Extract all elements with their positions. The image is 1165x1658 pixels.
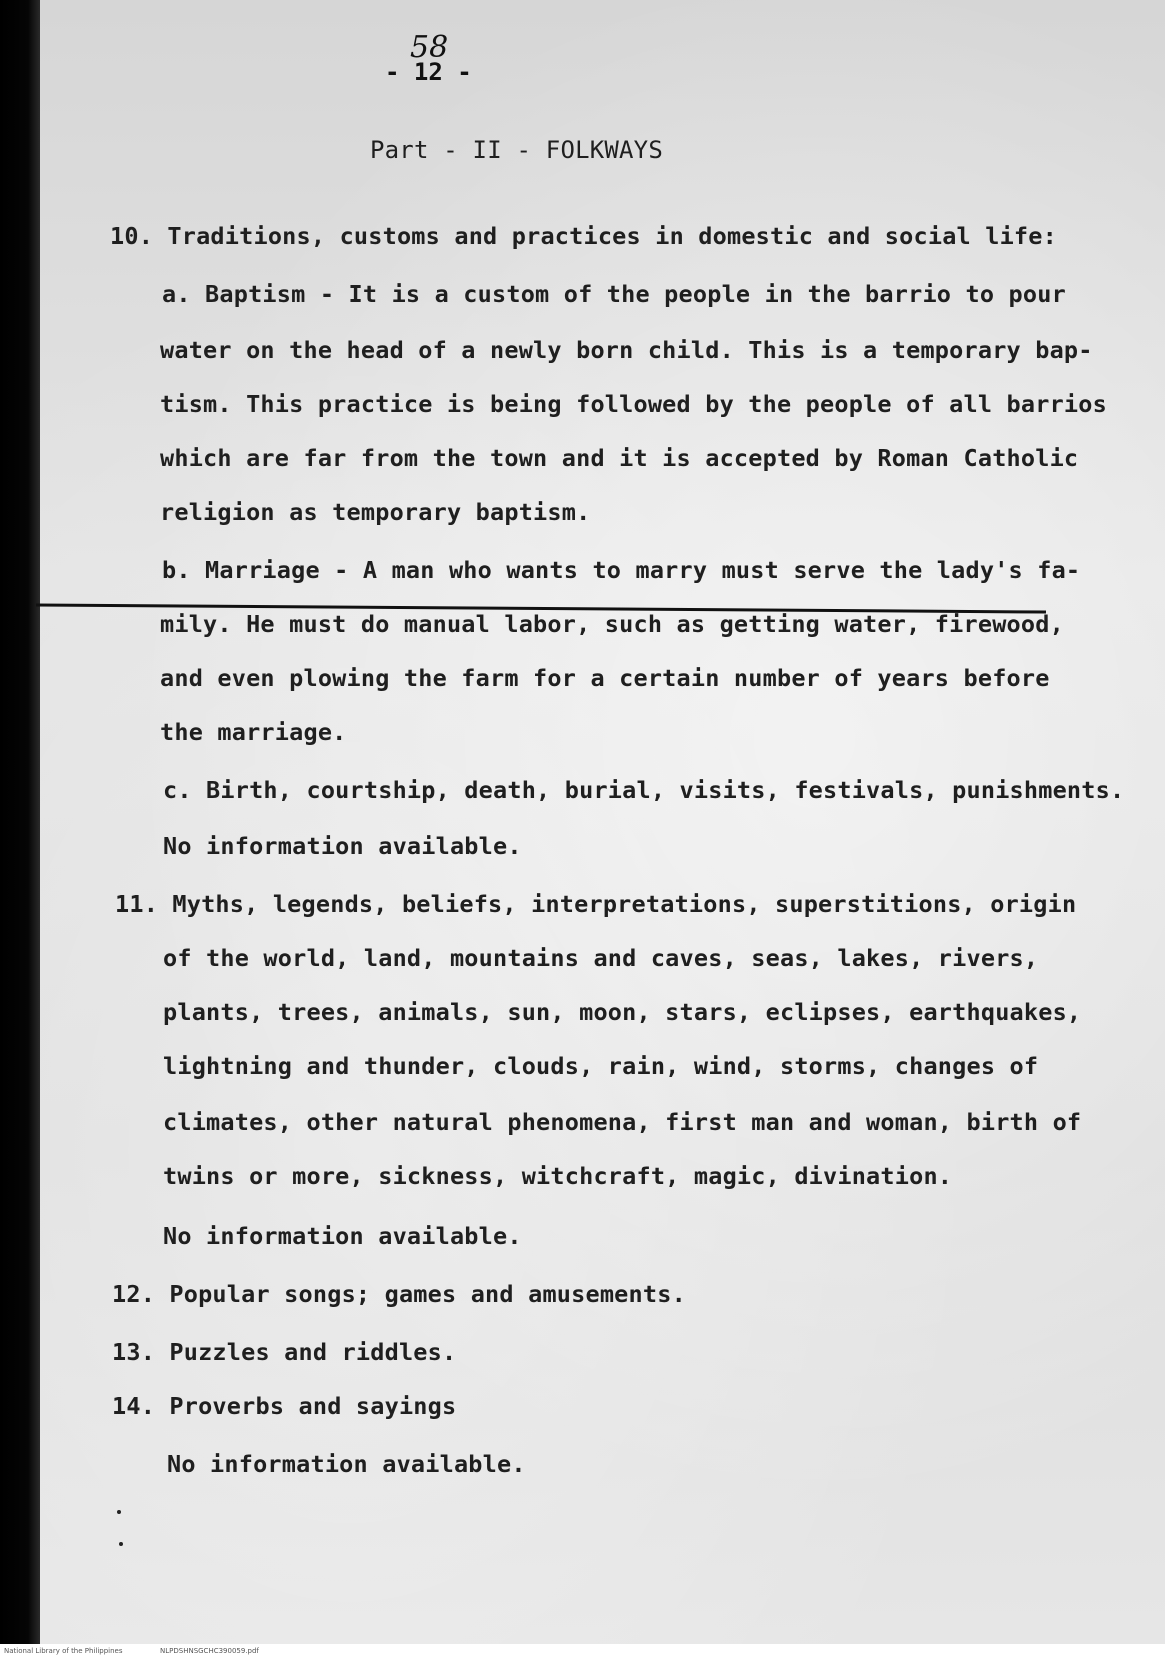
text-line: tism. This practice is being followed by the people of all barrios <box>160 390 1107 418</box>
text-line: a. Baptism - It is a custom of the people in the barrio to pour <box>162 280 1066 308</box>
text-line: 14. Proverbs and sayings <box>112 1392 457 1420</box>
text-line: c. Birth, courtship, death, burial, visits, festivals, punishments. <box>163 776 1125 804</box>
typed-page-number: - 12 - <box>385 58 472 86</box>
section-heading: Part - II - FOLKWAYS <box>370 136 663 164</box>
footer-bar <box>0 1644 1165 1658</box>
text-line: lightning and thunder, clouds, rain, wind, storms, changes of <box>163 1052 1039 1080</box>
footer-library: National Library of the Philippines <box>4 1647 123 1655</box>
text-line: 11. Myths, legends, beliefs, interpretations, superstitions, origin <box>115 890 1077 918</box>
text-line: mily. He must do manual labor, such as getting water, firewood, <box>160 610 1064 638</box>
text-line: twins or more, sickness, witchcraft, magic, divination. <box>163 1162 953 1190</box>
text-line: water on the head of a newly born child. This is a temporary bap- <box>160 336 1093 364</box>
text-line: plants, trees, animals, sun, moon, stars, eclipses, earthquakes, <box>163 998 1082 1026</box>
ink-speck <box>117 1510 121 1514</box>
text-line: No information available. <box>163 832 522 860</box>
text-line: and even plowing the farm for a certain number of years before <box>160 664 1050 692</box>
text-line: 10. Traditions, customs and practices in domestic and social life: <box>110 222 1057 250</box>
text-line: which are far from the town and it is accepted by Roman Catholic <box>160 444 1079 472</box>
text-line: No information available. <box>167 1450 526 1478</box>
text-line: of the world, land, mountains and caves, seas, lakes, rivers, <box>163 944 1039 972</box>
text-line: 13. Puzzles and riddles. <box>112 1338 457 1366</box>
text-line: religion as temporary baptism. <box>160 498 591 526</box>
ink-speck <box>119 1542 123 1546</box>
text-line: the marriage. <box>160 718 347 746</box>
text-line: climates, other natural phenomena, first man and woman, birth of <box>163 1108 1082 1136</box>
handwritten-page-number: 58 <box>410 30 449 65</box>
text-line: No information available. <box>163 1222 522 1250</box>
text-line: 12. Popular songs; games and amusements. <box>112 1280 686 1308</box>
footer-filename: NLPDSHNSGCHC390059.pdf <box>160 1647 259 1655</box>
text-line: b. Marriage - A man who wants to marry must serve the lady's fa- <box>162 556 1081 584</box>
scan-shadow-edge <box>0 0 40 1644</box>
